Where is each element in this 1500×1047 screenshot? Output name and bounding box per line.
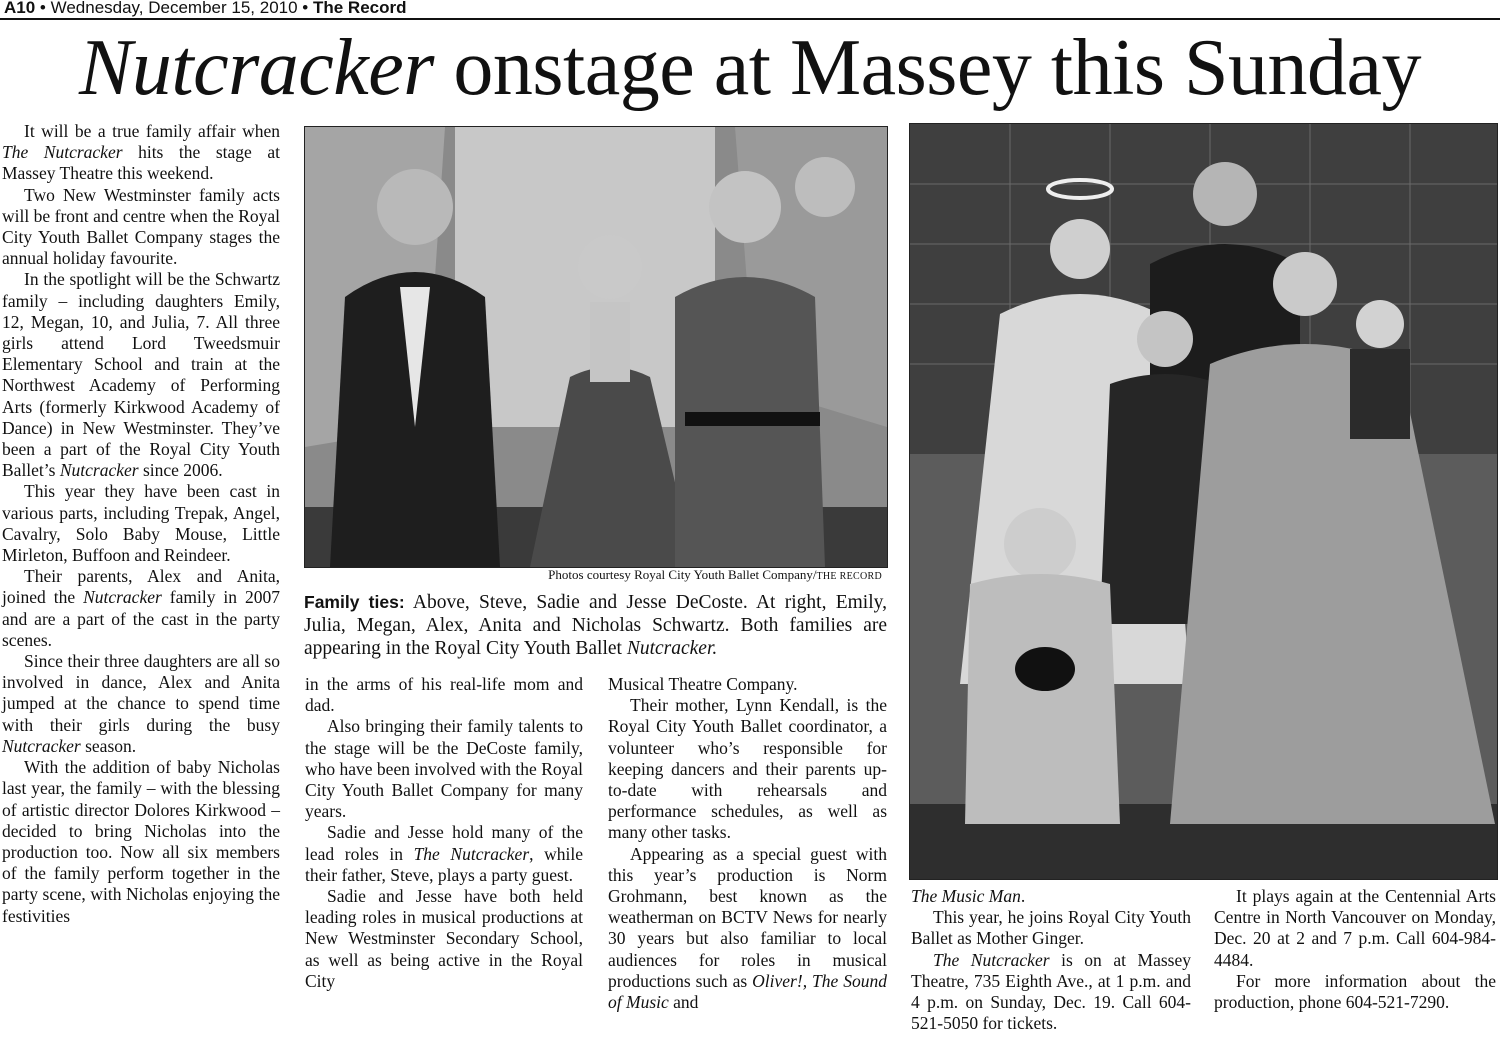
title-italic: Nutcracker xyxy=(83,587,162,608)
headline-text: onstage at Massey this Sunday xyxy=(433,24,1421,112)
paragraph xyxy=(2,651,280,757)
paragraph xyxy=(911,886,1191,907)
article-column-5 xyxy=(1214,886,1496,1013)
photo-decoste-family xyxy=(304,126,888,568)
text: is on at Massey Theatre, 735 Eighth Ave., at 1 p.m. and 4 p.m. on Sunday, Dec. 19. Call 604-521-5050 for tickets. xyxy=(911,949,1191,1034)
text: Sadie and Jesse hold many of the lead roles in xyxy=(305,822,583,864)
paragraph: Their mother, Lynn Kendall, is the Royal City Youth Ballet coordinator, a volunteer who’s responsible for keeping dancers and their parents up-to-date with rehearsals and performance schedules, as well as many other tasks. xyxy=(608,695,887,843)
text: Since their three daughters are all so involved in dance, Alex and Anita jumped at the chance to spend time with their girls during the busy xyxy=(2,651,280,735)
page-number: A10 xyxy=(4,0,36,17)
title-italic: Nutcracker xyxy=(2,735,81,756)
text: since 2006. xyxy=(138,460,223,481)
text: In the spotlight will be the Schwartz family – including daughters Emily, 12, Megan, 10, and Julia, 7. All three girls attend Lord Tweedsmuir Elementary School and train at the Northwest Academy of Performing Arts (formerly Kirkwood Academy of Dance) in New Westminster. They’ve been a part of the Royal City Youth Ballet’s xyxy=(2,269,280,481)
title-italic: Nutcracker xyxy=(59,460,139,481)
caption-lead: Family ties: xyxy=(304,592,405,612)
folio-separator: • xyxy=(35,0,51,17)
folio-separator: • xyxy=(297,0,313,17)
text: family in 2007 and are a part of the cast in the party scenes. xyxy=(2,587,280,650)
paragraph: This year, he joins Royal City Youth Ballet as Mother Ginger. xyxy=(911,907,1191,949)
article-column-3 xyxy=(608,674,887,1013)
issue-date: Wednesday, December 15, 2010 xyxy=(50,0,298,17)
article-column-2 xyxy=(305,674,583,992)
title-italic: The Nutcracker xyxy=(413,843,530,864)
credit-source: THE RECORD xyxy=(816,571,882,582)
title-italic: The Music Man xyxy=(911,886,1021,906)
paragraph: With the addition of baby Nicholas last year, the family – with the blessing of artistic director Dolores Kirkwood – decided to bring Nicholas into the production too. Now all six members of the family perform together in the party scene, with Nicholas enjoying the festivities xyxy=(2,757,280,926)
photo-illustration xyxy=(910,124,1497,879)
paragraph: Musical Theatre Company. xyxy=(608,674,798,694)
paragraph: Also bringing their family talents to the stage will be the DeCoste family, who have been involved with the Royal City Youth Ballet Company for many years. xyxy=(305,716,583,822)
page-folio xyxy=(4,0,407,18)
caption-text: Above, Steve, Sadie and Jesse DeCoste. At right, Emily, Julia, Megan, Alex, Anita and Nicholas Schwartz. Both families are appearing in the Royal City Youth Ballet xyxy=(304,592,887,659)
paragraph xyxy=(2,121,280,185)
text: and xyxy=(668,992,699,1013)
article-column-4 xyxy=(911,886,1191,1034)
paragraph: It plays again at the Centennial Arts Centre in North Vancouver on Monday, Dec. 20 at 2 and 7 p.m. Call 604-984-4484. xyxy=(1214,886,1496,970)
headline-italic: Nutcracker xyxy=(79,24,434,112)
credit-text: Photos courtesy Royal City Youth Ballet Company/ xyxy=(548,567,817,582)
text: , while their father, Steve, plays a party guest. xyxy=(305,843,583,885)
paragraph: For more information about the production, phone 604-521-7290. xyxy=(1214,970,1496,1013)
text: . xyxy=(1020,886,1026,906)
text: Their parents, Alex and Anita, joined the xyxy=(2,566,280,608)
title-italic: Oliver!, The Sound of Music xyxy=(608,970,887,1013)
text: hits the stage at Massey Theatre this weekend. xyxy=(2,142,280,184)
paragraph: Two New Westminster family acts will be front and centre when the Royal City Youth Ballet Company stages the annual holiday favourite. xyxy=(2,184,280,269)
paragraph xyxy=(305,822,583,886)
photo-illustration xyxy=(305,127,887,567)
photo-credit xyxy=(304,567,882,583)
text: season. xyxy=(80,735,137,756)
text: It will be a true family affair when xyxy=(24,121,280,141)
paragraph xyxy=(911,950,1191,1035)
newspaper-name: The Record xyxy=(312,0,407,17)
article-column-1 xyxy=(2,121,280,927)
headline xyxy=(0,22,1500,114)
caption-italic: Nutcracker. xyxy=(626,638,718,659)
text: Appearing as a special guest with this year’s production is Norm Grohmann, best known as the weatherman on BCTV News for nearly 30 years but also familiar to local audiences for roles in musical productions such as xyxy=(608,843,887,991)
photo-caption xyxy=(304,591,887,660)
paragraph: in the arms of his real-life mom and dad. xyxy=(305,674,583,716)
header-rule xyxy=(0,18,1500,20)
title-italic: The Nutcracker xyxy=(933,949,1050,970)
paragraph xyxy=(2,269,280,481)
photo-schwartz-family xyxy=(909,123,1498,880)
paragraph xyxy=(2,566,280,651)
paragraph: This year they have been cast in various parts, including Trepak, Angel, Cavalry, Solo Baby Mouse, Little Mirleton, Buffoon and Reindeer. xyxy=(2,481,280,566)
paragraph xyxy=(608,844,887,1014)
title-italic: The Nutcracker xyxy=(2,142,123,163)
paragraph: Sadie and Jesse have both held leading roles in musical productions at New Westminster Secondary School, as well as being active in the Royal City xyxy=(305,886,583,991)
